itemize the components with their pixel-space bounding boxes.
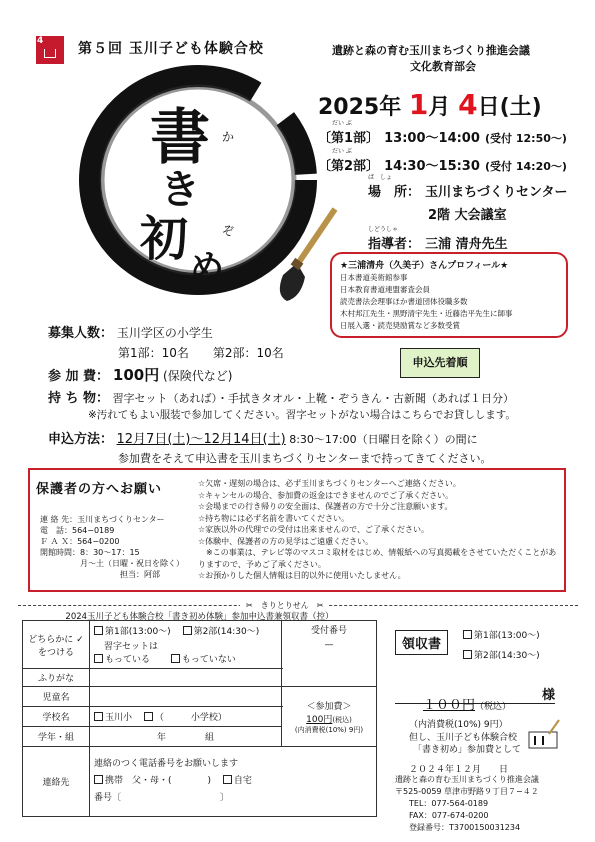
set-no-checkbox[interactable] — [171, 654, 180, 663]
grade-class: 組 — [204, 733, 214, 743]
items-label: 持 ち 物： — [48, 391, 110, 406]
session-1-time: 13:00～14:00 — [384, 131, 480, 146]
session-2-time: 14:30～15:30 — [384, 159, 480, 174]
receipt-postal: 〒525-0059 草津市野路９丁目７−４２ — [395, 787, 539, 796]
contact-note: 連絡のつく電話番号をお願いします — [94, 759, 239, 769]
contact-line: Ｆ Ａ Ｘ：564−0200 — [40, 537, 120, 546]
capacity: 第1部：10名 第2部：10名 — [118, 346, 284, 360]
profile-title: ★三浦清舟（久美子）さんプロフィール★ — [340, 261, 509, 271]
contact-label: 連絡先 — [23, 747, 90, 817]
furigana-label: ふりがな — [23, 669, 90, 687]
receipt-honorific: 様 — [395, 684, 555, 704]
grade-year: 年 — [157, 733, 167, 743]
date-day: 4 — [458, 88, 478, 121]
contact-info — [40, 514, 184, 580]
hero-char-1: 書 — [150, 103, 210, 173]
receipt-tel: TEL：077-564-0189 — [409, 799, 489, 808]
contact-line: 担当：阿部 — [120, 570, 160, 579]
first-come-badge: 申込先着順 — [400, 348, 480, 378]
receipt-purpose1: 但し、玉川子ども体験合校 — [409, 733, 518, 743]
date-day-unit: 日(土) — [477, 95, 542, 120]
apply-label: 申込方法： — [48, 432, 114, 447]
session-2-checkbox[interactable] — [183, 626, 192, 635]
sdg-number: 4 — [37, 36, 44, 46]
grade-field[interactable] — [90, 727, 282, 747]
form-title: 2024玉川子ども体験合校「書き初め体験」参加申込書兼領収書（控） — [65, 612, 334, 622]
organizer-name: 遺跡と森の育む玉川まちづくり推進会議 — [332, 44, 530, 57]
notice-heading: 保護者の方へお願い — [36, 482, 163, 497]
apply-hours: 8:30～17:00（日曜日を除く）の間に — [289, 433, 478, 446]
notice-item: ☆家族以外の代理での受付は出来ませんので、ご了承ください。 — [198, 525, 430, 534]
venue-label-ruby: ば しょ — [368, 174, 393, 181]
session-1-checkbox[interactable] — [94, 626, 103, 635]
instructor-label: 指導者： — [368, 237, 421, 252]
receipt-opt2 — [463, 648, 540, 661]
school-other-checkbox[interactable] — [144, 712, 153, 721]
sdg-goal-4-badge — [36, 36, 64, 64]
session-1-label: 〔第1部〕 — [318, 131, 380, 146]
hero-char-3: 初 — [140, 211, 189, 267]
fee-box — [282, 687, 377, 747]
receipt-amount-row — [423, 694, 511, 713]
notice-item: ☆体験中、保護者の方の見学はご遠慮ください。 — [198, 536, 374, 546]
instructor-profile-box — [330, 252, 568, 338]
receipt-purpose2: 「書き初め」参加費として — [413, 745, 522, 755]
session-1-ruby: だい ぶ — [332, 120, 352, 127]
profile-line: 木村邦江先生・黒野清宇先生・近藤浩平先生に師事 — [340, 309, 513, 318]
school-option-1: 玉川小 — [105, 713, 133, 723]
school-label: 学校名 — [23, 707, 90, 727]
venue-room: 2階 大会議室 — [428, 208, 507, 223]
fee-box-tax: (内消費税(10%) 9円) — [294, 725, 364, 734]
instructor — [368, 224, 508, 252]
participants-value: 玉川学区の小学生 — [116, 326, 213, 340]
event-date — [318, 88, 542, 121]
application-form — [22, 620, 377, 817]
notice-item: ☆会場までの行き帰りの安全面は、保護者の方で十分ご注意願います。 — [198, 502, 453, 511]
furigana-field[interactable] — [90, 669, 282, 687]
hero-ruby-zo: ぞ — [222, 224, 235, 238]
choose-label: どちらかに ✓をつける — [23, 621, 90, 669]
receipt-fax: FAX：077-674-0200 — [409, 811, 489, 820]
profile-line: 日本書道美術館参事 — [340, 273, 408, 282]
receipt-opt1-label: 第1部(13:00～) — [474, 631, 540, 641]
date-year: 2025年 — [318, 95, 402, 120]
event-title: 第５回 玉川子ども体験合校 — [78, 41, 264, 57]
venue-label: 場 所： — [368, 185, 421, 200]
set-no-option: もっていない — [181, 655, 236, 665]
receipt-date: ２０２４年１２月 日 — [409, 765, 509, 775]
session-choice-cell — [90, 621, 282, 669]
receipt-amount: １００円 — [423, 698, 476, 713]
contact-cell — [90, 747, 377, 817]
receipt-tax: （内消費税(10%) 9円） — [409, 720, 508, 730]
date-month-unit: 月 — [428, 95, 451, 120]
hero-char-4: め — [190, 248, 224, 288]
calligraphy-illustration-icon — [527, 718, 563, 752]
set-yes-checkbox[interactable] — [94, 654, 103, 663]
contact-home: 自宅 — [233, 776, 252, 786]
fee-note: (保険代など) — [163, 369, 233, 383]
hero-ruby-ka: か — [222, 130, 235, 144]
notice-item: ☆欠席・遅刻の場合は、必ず玉川まちづくりセンターへご連絡ください。 — [198, 479, 461, 488]
apply-row — [48, 428, 478, 447]
items-value: 習字セット（あれば）・手拭きタオル・上靴・ぞうきん・古新聞（あれば１日分） — [112, 392, 515, 405]
session-2-ruby: だい ぶ — [332, 148, 352, 155]
receipt-registration: 登録番号：T3700150031234 — [409, 823, 521, 832]
school-option-2: （ 小学校） — [154, 713, 227, 723]
organizer-division: 文化教育部会 — [410, 60, 476, 73]
child-name-label: 児童名 — [23, 687, 90, 707]
venue — [368, 172, 567, 200]
participants-row — [48, 322, 213, 341]
cut-line-label: ✂ きりとりせん ✂ — [240, 600, 329, 611]
home-checkbox[interactable] — [223, 775, 232, 784]
child-name-field[interactable] — [90, 687, 282, 707]
contact-number-field[interactable]: 番号〔 〕 — [94, 793, 230, 803]
receipt-opt1 — [463, 628, 540, 641]
profile-line: 読売書法会理事ほか書道団体役職多数 — [340, 297, 468, 306]
contact-mobile: 携帯 父・母・( ) — [105, 776, 212, 786]
fee-label: 参 加 費： — [48, 369, 110, 384]
notice-item: ☆お預かりした個人情報は目的以外に使用いたしません。 — [198, 571, 406, 580]
instructor-label-ruby: しどうしゃ — [368, 226, 399, 233]
session-2-option: 第2部(14:30～) — [193, 627, 260, 637]
calligraphy-set-label: 習字セットは — [104, 642, 159, 652]
venue-name: 玉川まちづくりセンター — [425, 185, 568, 200]
contact-line: 月～土（日曜・祝日を除く） — [80, 559, 184, 568]
apply-instruction: 参加費をそえて申込書を玉川まちづくりセンターまで持ってきてください。 — [118, 452, 492, 465]
notice-items — [198, 478, 558, 582]
session-1-option: 第1部(13:00～) — [105, 627, 171, 637]
profile-line: 日本教育書道連盟審査会員 — [340, 285, 430, 294]
receipt-opt2-label: 第2部(14:30～) — [474, 651, 540, 661]
school-tamagawa-checkbox[interactable] — [94, 712, 103, 721]
mobile-checkbox[interactable] — [94, 775, 103, 784]
items-note: ※汚れてもよい服装で参加してください。習字セットがない場合はこちらでお貸しします。 — [88, 409, 516, 421]
receipt-amount-note: （税込） — [475, 702, 512, 712]
notice-item: ※この事業は、テレビ等のマスコミ取材をはじめ、情報紙への写真掲載をさせていただくことがありますので、予めご了承ください。 — [198, 548, 557, 569]
session-1-reception: (受付 12:50～) — [485, 132, 567, 145]
receipt-issuer: 遺跡と森の育む玉川まちづくり推進会議 — [395, 775, 539, 784]
apply-period: 12月7日(土)～12月14日(土) — [116, 432, 286, 447]
contact-line: 開館時間：8：30～17：15 — [40, 548, 140, 557]
school-choice-cell — [90, 707, 282, 727]
reception-number-cell — [282, 621, 377, 687]
fee-row — [48, 364, 232, 385]
participants-label: 募集人数： — [48, 326, 114, 341]
session-2-label: 〔第2部〕 — [318, 159, 380, 174]
set-yes-option: もっている — [105, 655, 151, 665]
instructor-name: 三浦 清舟先生 — [425, 237, 508, 252]
contact-line: 連 絡 先：玉川まちづくりセンター — [40, 515, 165, 524]
session-2-reception: (受付 14:20～) — [485, 160, 567, 173]
receipt-opt1-checkbox[interactable] — [463, 630, 472, 639]
book-icon — [44, 49, 56, 58]
receipt — [395, 622, 575, 832]
fee-box-label: ＜参加費＞ — [306, 701, 352, 712]
parent-notice-box — [28, 468, 566, 592]
hero-char-2: き — [160, 166, 200, 213]
fee-value: 100円 — [112, 366, 160, 384]
session-1 — [318, 118, 567, 146]
date-month: 1 — [408, 88, 429, 121]
notice-item: ☆持ち物には必ず名前を書いてください。 — [198, 513, 350, 523]
fee-box-note: (税込) — [332, 715, 352, 724]
items-row — [48, 387, 514, 406]
grade-label: 学年・組 — [23, 727, 90, 747]
profile-line: 日展入選・読売奨励賞など多数受賞 — [340, 321, 460, 330]
reception-number-value: — — [324, 640, 334, 650]
receipt-title: 領収書 — [395, 630, 448, 655]
reception-number-label: 受付番号 — [310, 626, 347, 636]
receipt-opt2-checkbox[interactable] — [463, 650, 472, 659]
session-2 — [318, 146, 567, 174]
fee-box-value: 100円 — [306, 714, 333, 725]
contact-line: 電 話：564−0189 — [40, 526, 115, 535]
notice-item: ☆キャンセルの場合、参加費の返金はできませんのでご了承ください。 — [198, 490, 454, 500]
